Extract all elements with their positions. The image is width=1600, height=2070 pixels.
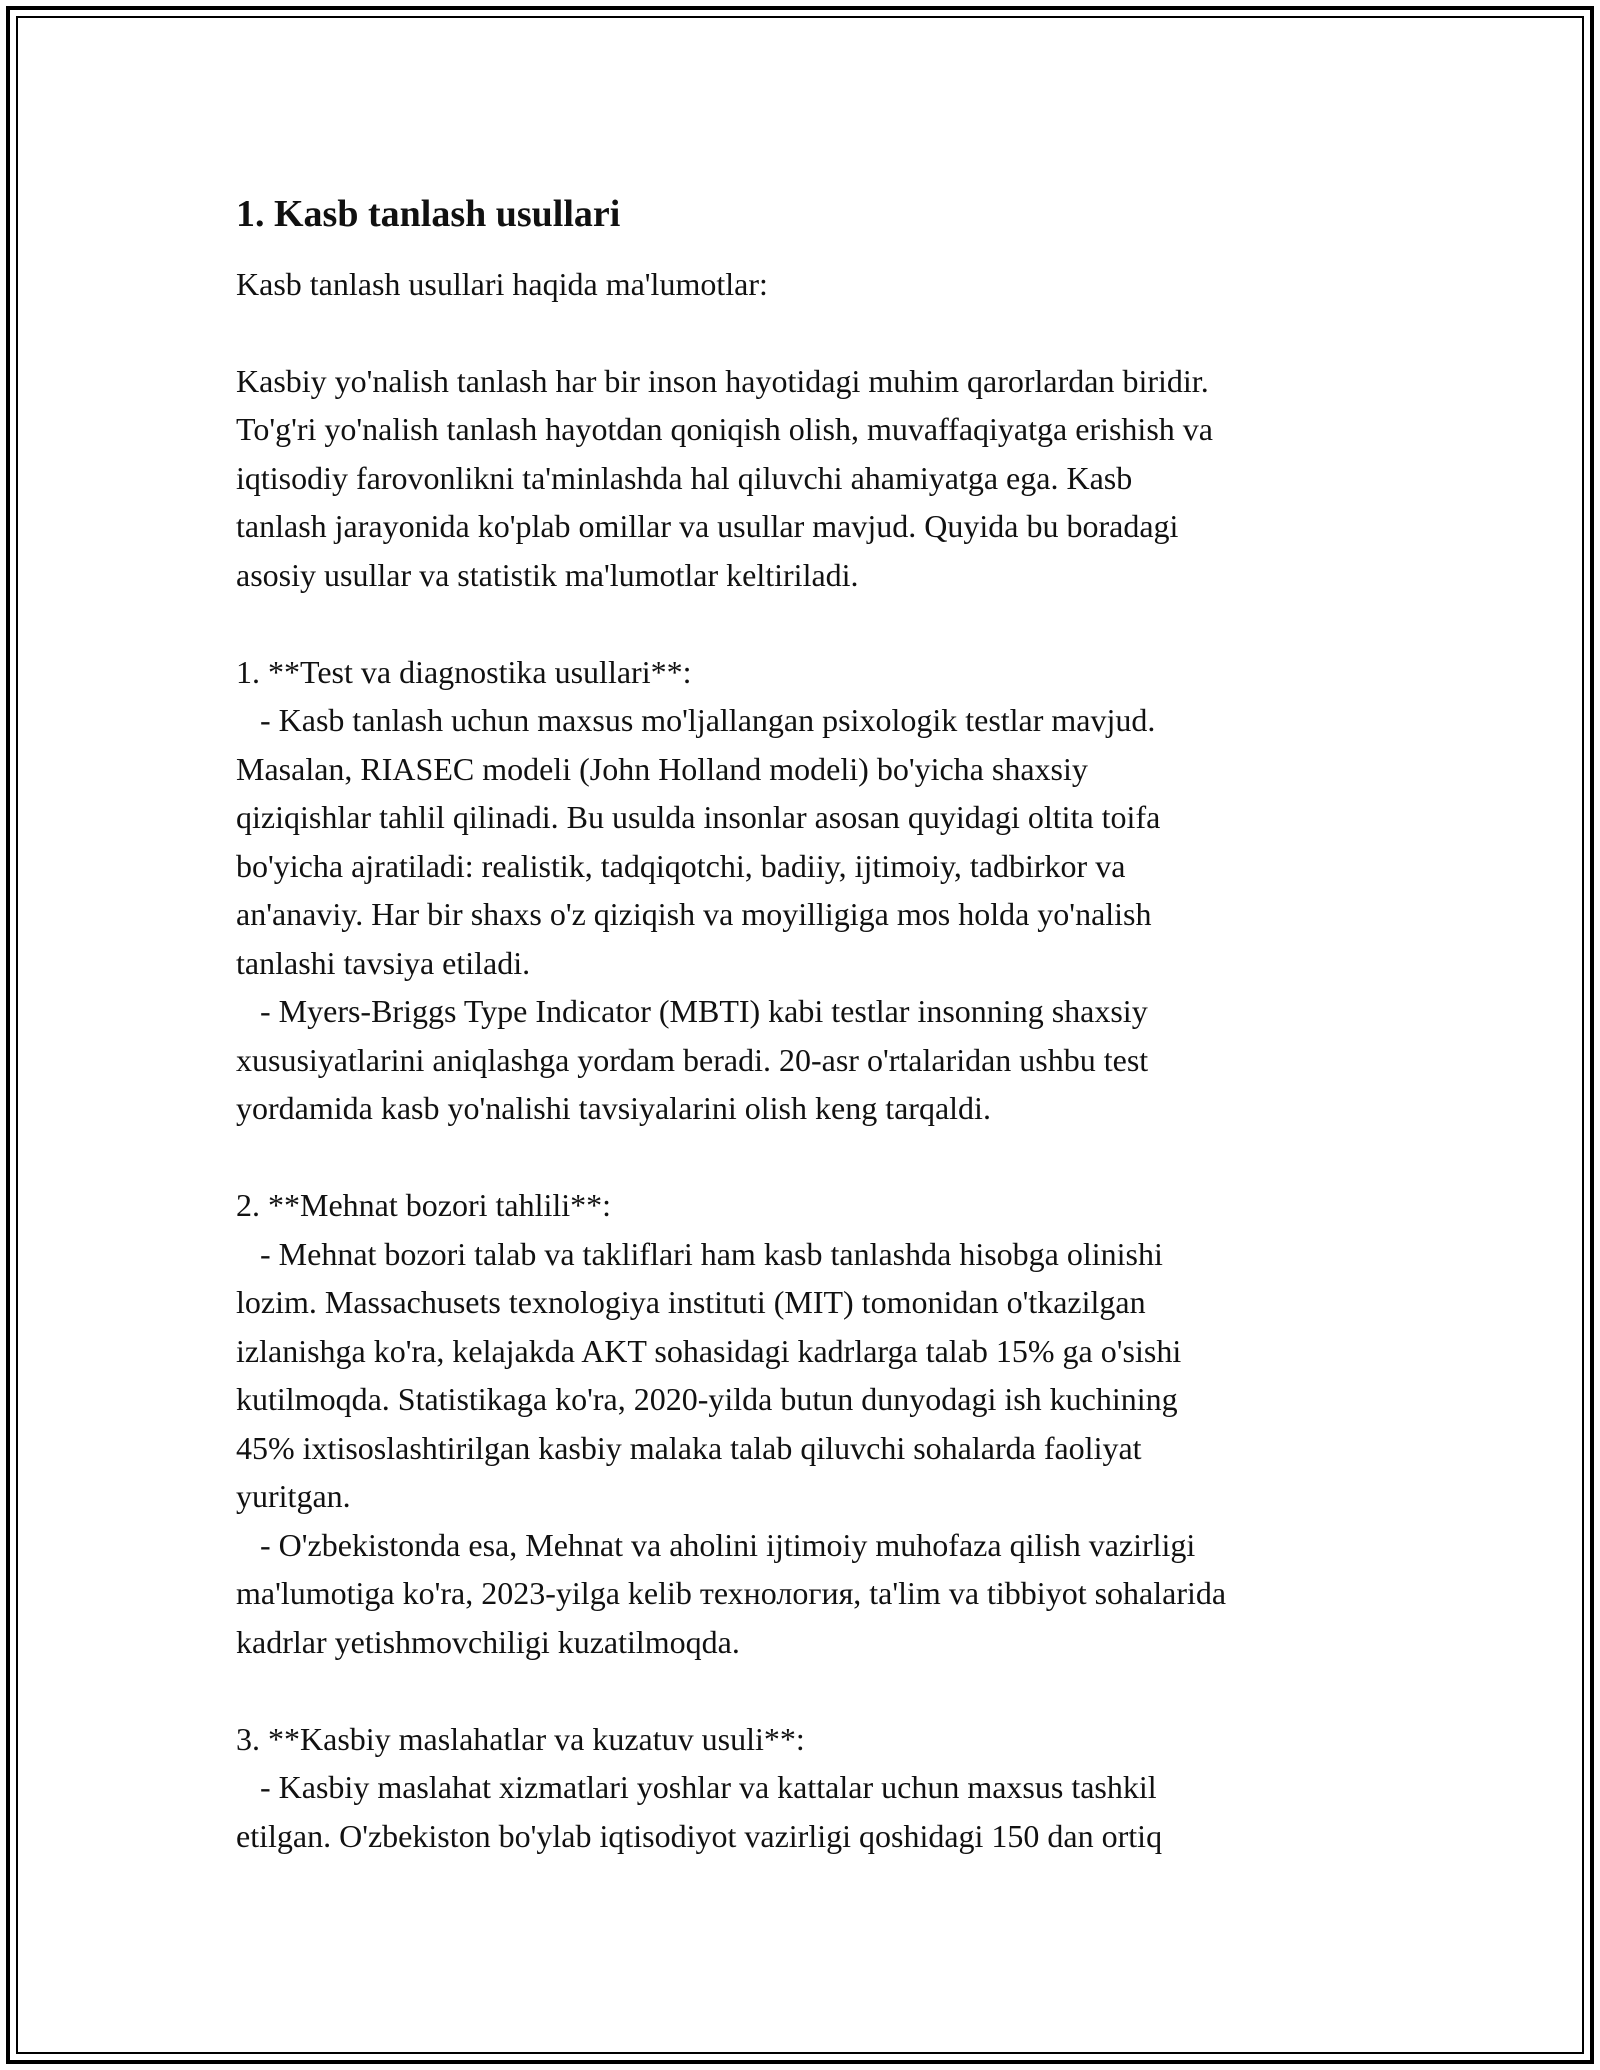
- method-item: - O'zbekistonda esa, Mehnat va aholini ijtimoiy muhofaza qilish vazirligi ma'lumotiga ko'ra, 2023-yilga kelib технология, ta'lim va tibbiyot sohalarida kadrlar yetishmovchiligi kuzatilmoqda.: [236, 1526, 1227, 1660]
- spacer: [236, 1133, 1396, 1182]
- method-section-1: [236, 648, 1396, 1133]
- method-item: - Kasbiy maslahat xizmatlari yoshlar va kattalar uchun maxsus tashkil etilgan. O'zbekiston bo'ylab iqtisodiyot vazirligi qoshidagi 150 dan ortiq: [236, 1769, 1163, 1854]
- method-title: 2. **Mehnat bozori tahlili**:: [236, 1187, 612, 1223]
- method-section-2: [236, 1181, 1396, 1666]
- method-item: - Mehnat bozori talab va takliflari ham kasb tanlashda hisobga olinishi lozim. Massachusets texnologiya instituti (MIT) tomonidan o'tkazilgan izlanishga ko'ra, kelajakda AKT sohasidagi kadrlarga talab 15% ga o'sishi kutilmoqda. Statistikaga ko'ra, 2020-yilda butun dunyodagi ish kuchining 45% ixtisoslashtirilgan kasbiy malaka talab qiluvchi sohalarda faoliyat yuritgan.: [236, 1235, 1182, 1514]
- spacer: [236, 1666, 1396, 1715]
- method-title: 1. **Test va diagnostika usullari**:: [236, 653, 692, 690]
- section-heading: 1. Kasb tanlash usullari: [236, 193, 621, 235]
- spacer: [236, 308, 1396, 357]
- method-item: - Kasb tanlash uchun maxsus mo'ljallangan psixologik testlar mavjud. Masalan, RIASEC modeli (John Holland modeli) bo'yicha shaxsiy qiziqishlar tahlil qilinadi. Bu usulda insonlar asosan quyidagi oltita toifa bo'yicha ajratiladi: realistik, tadqiqotchi, badiiy, ijtimoiy, tadbirkor va an'anaviy. Har bir shaxs o'z qiziqish va moyilligiga mos holda yo'nalish tanlashi tavsiya etiladi.: [236, 702, 1161, 981]
- method-item: - Myers-Briggs Type Indicator (MBTI) kabi testlar insonning shaxsiy xususiyatlarini aniqlashga yordam beradi. 20-asr o'rtalaridan ushbu test yordamida kasb yo'nalishi tavsiyalarini olish keng tarqaldi.: [236, 993, 1149, 1126]
- method-title: 3. **Kasbiy maslahatlar va kuzatuv usuli**:: [236, 1720, 805, 1757]
- intro-line: Kasb tanlash usullari haqida ma'lumotlar:: [236, 266, 768, 302]
- method-section-3: [236, 1715, 1396, 1861]
- document-content: [236, 186, 1396, 1860]
- spacer: [236, 599, 1396, 648]
- intro-paragraph: Kasbiy yo'nalish tanlash har bir inson hayotidagi muhim qarorlardan biridir. To'g'ri yo'nalish tanlash hayotdan qoniqish olish, muvaffaqiyatga erishish va iqtisodiy farovonlikni ta'minlashda hal qiluvchi ahamiyatga ega. Kasb tanlash jarayonida ko'plab omillar va usullar mavjud. Quyida bu boradagi asosiy usullar va statistik ma'lumotlar keltiriladi.: [236, 362, 1213, 593]
